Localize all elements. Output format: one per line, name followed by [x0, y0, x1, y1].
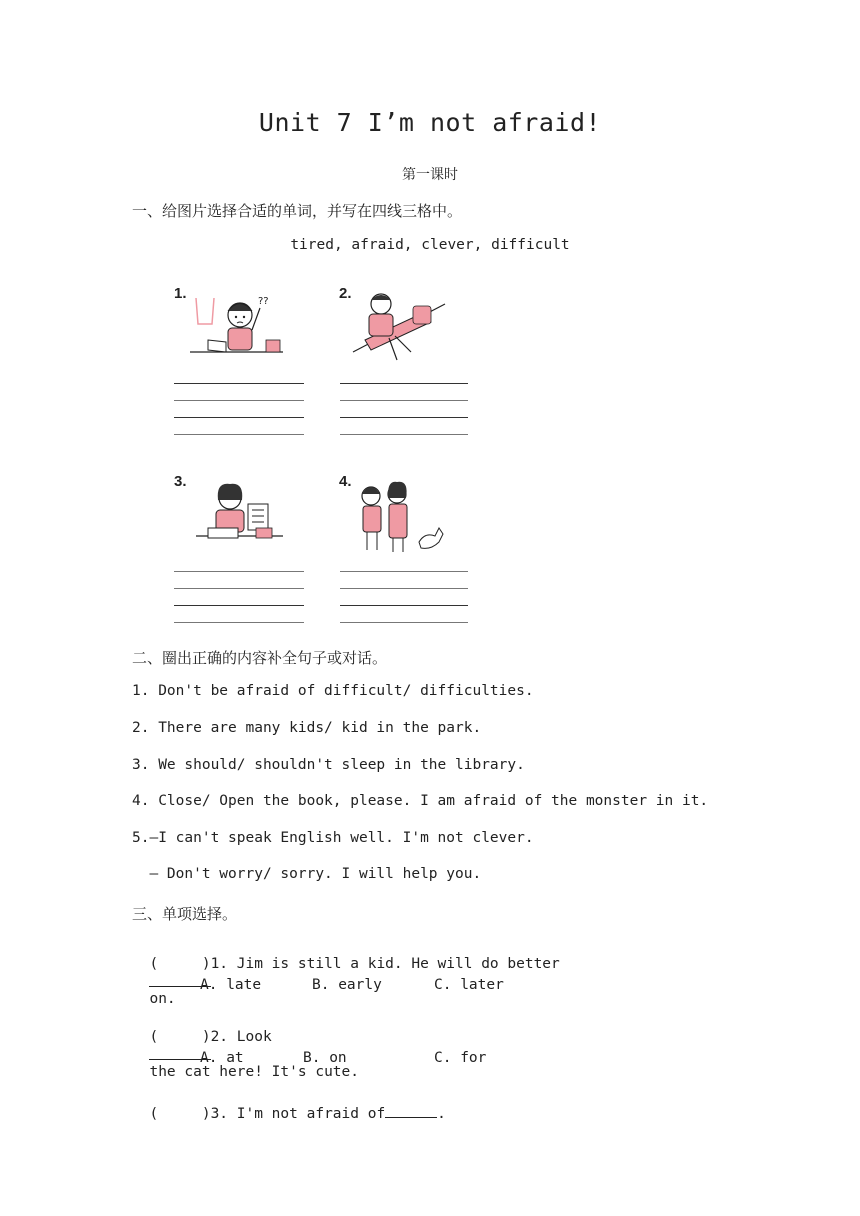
section2-item-5-reply: — Don't worry/ sorry. I will help you. — [132, 866, 482, 882]
question-2-suffix: the cat here! It's cute. — [149, 1064, 359, 1080]
section3-heading: 三、单项选择。 — [132, 905, 238, 923]
question-1-option-c[interactable]: C. later — [434, 977, 504, 993]
picture-1-puzzled-boy — [168, 280, 308, 375]
question-2-option-a[interactable]: A. at — [200, 1050, 244, 1066]
page-title: Unit 7 I’m not afraid! — [258, 108, 602, 137]
lesson-subtitle: 第一课时 — [402, 167, 458, 183]
question-3-text: ( )3. I'm not afraid of — [149, 1106, 386, 1122]
question-2-option-b[interactable]: B. on — [303, 1050, 347, 1066]
section2-heading: 二、圈出正确的内容补全句子或对话。 — [132, 649, 388, 667]
question-1 — [132, 940, 560, 1007]
picture-4-number: 4. — [339, 473, 352, 490]
section1-heading: 一、给图片选择合适的单词，并写在四线三格中。 — [132, 202, 463, 220]
question-3 — [132, 1087, 446, 1122]
picture-3-number: 3. — [174, 473, 187, 490]
section2-item-3: 3. We should/ shouldn't sleep in the library. — [132, 757, 525, 773]
question-2 — [132, 1013, 359, 1080]
question-1-text: ( )1. Jim is still a kid. He will do better — [149, 956, 560, 972]
picture-2-tired-boy — [335, 280, 475, 375]
section2-item-5: 5.—I can't speak English well. I'm not clever. — [132, 830, 534, 846]
question-2-option-c[interactable]: C. for — [434, 1050, 487, 1066]
question-2-text: ( )2. Look — [149, 1029, 272, 1045]
question-1-suffix: on. — [149, 991, 176, 1007]
section2-item-2: 2. There are many kids/ kid in the park. — [132, 720, 482, 736]
word-bank: tired, afraid, clever, difficult — [290, 237, 570, 253]
question-1-option-a[interactable]: A. late — [200, 977, 262, 993]
picture-2-number: 2. — [339, 285, 352, 302]
question-3-blank[interactable] — [385, 1103, 437, 1118]
picture-3-clever-girl — [168, 470, 308, 565]
question-1-option-b[interactable]: B. early — [312, 977, 382, 993]
section2-item-1: 1. Don't be afraid of difficult/ difficulties. — [132, 683, 534, 699]
picture-1-number: 1. — [174, 285, 187, 302]
curtain-icon — [196, 298, 214, 324]
section2-item-4: 4. Close/ Open the book, please. I am afraid of the monster in it. — [132, 793, 709, 809]
question-3-suffix: . — [437, 1106, 446, 1122]
picture-4-afraid-girls — [335, 470, 475, 565]
dog-icon — [419, 528, 443, 548]
svg-text:??: ?? — [258, 296, 269, 307]
